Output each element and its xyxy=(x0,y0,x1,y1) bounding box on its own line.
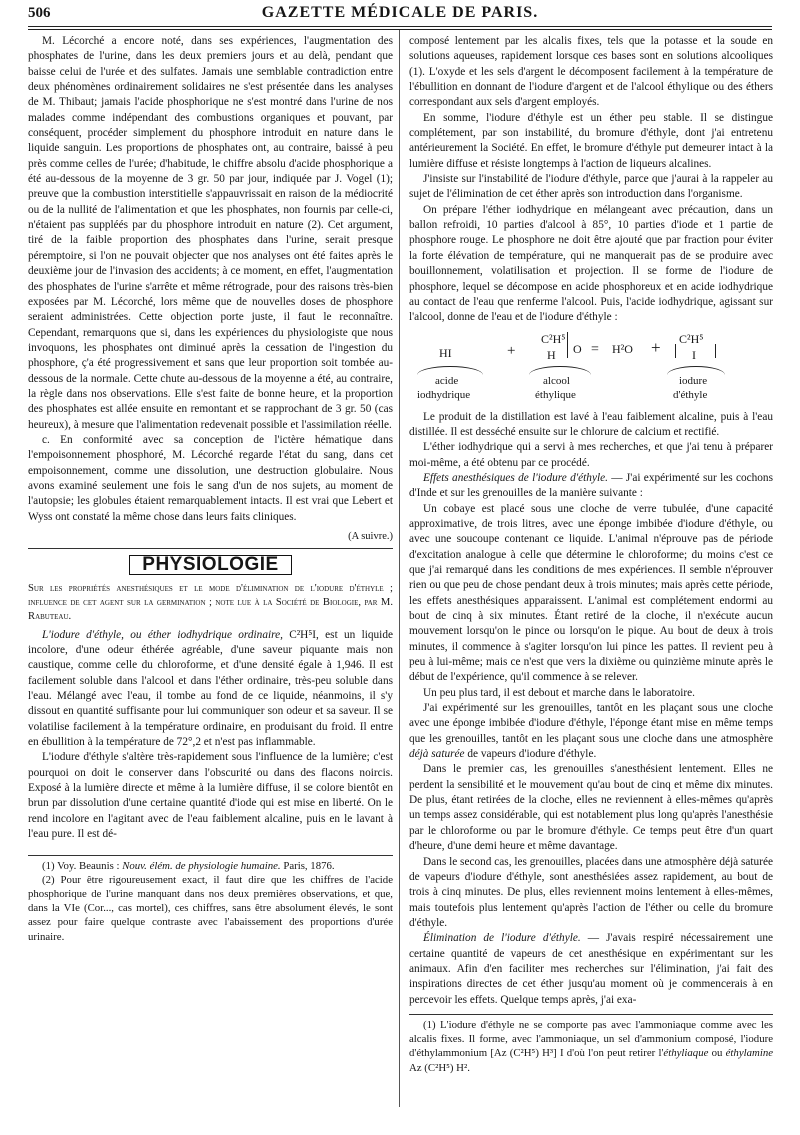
subheading: Élimination de l'iodure d'éthyle. xyxy=(423,932,581,945)
article-title: Sur les propriétés anesthésiques et le mode d'élimination de l'iodure d'éthyle ; influence de cet agent sur la germination ; note lue à la Société de Biologie, par M. Rabuteau. xyxy=(28,582,393,622)
eq-bracket xyxy=(715,344,716,358)
eq-label: alcool xyxy=(543,374,570,387)
page-number: 506 xyxy=(28,5,51,21)
eq-label: iodhydrique xyxy=(417,388,471,401)
footnote xyxy=(28,859,393,873)
lead-term: L'iodure d'éthyle, ou éther iodhydrique ordinaire, xyxy=(42,628,283,641)
paragraph xyxy=(409,471,773,502)
footnotes xyxy=(28,855,393,944)
paragraph xyxy=(409,701,773,762)
footnote-text: Az (C²H⁵) H². xyxy=(409,1061,470,1074)
paragraph-text: de vapeurs d'iodure d'éthyle. xyxy=(467,748,597,761)
footnotes xyxy=(409,1014,773,1075)
eq-i: I xyxy=(692,347,696,362)
paragraph: M. Lécorché a encore noté, dans ses expériences, l'augmentation des phosphates de l'urine, dans les deux premiers jours et au delà, pendant que baisse celui de l'urée et des sulfates. Jamais une semblable contradiction entre deux phénomènes ordinairement solidaires ne s'est présentée dans les analyses de M. Thibaut; jamais l'acide phosphorique ne s'est montré dans l'urine de nos malades comme indépendant des combustions organiques et pouvant, par conséquent, procéder simplement du phosphore introduit en nature dans le liquide sanguin. Les proportions de phosphates ont, au contraire, baissé à peu près comme celles de l'urée; d'habitude, le chiffre absolu d'acide phosphorique a été au-dessous de la moyenne de 3 gr. 50 par jour, indiquée par J. Vogel (1); preuve que la combustion interstitielle s'appauvrissait en raison de la médiocrité ou de la nullité de l'alimentation et que les phosphates, non fournis par celle-ci, n'étaient pas suppléés par du phosphore introduit en nature (2). Cet argument, tiré de la faible proportion des phosphates dans l'urine, serait presque péremptoire, si l'on ne pouvait objecter que nos analyses ont été faites après le deuxième jour de l'invasion des accidents; à ce moment, en effet, l'augmentation des phosphates de l'urine s'arrête et même rétrograde, pour des raisons très-bien exposées par M. Lécorché, lors même que de nouvelles doses de phosphore seraient administrées. Cette objection porte juste, il faut le reconnaître. Cependant, remarquons que si, dans les expériences du physiologiste que nous invoquons, les phosphates ont diminué après la cessation de l'ingestion du phosphore, ç'a été progressivement et sans que leur proportion soit tombée au-dessous de la normale. Cette chute au-dessous de la moyenne a été, au contraire, la règle dans nos observations. Elle s'est faite de bonne heure, et la proportion des phosphates est allée ensuite en remontant et se rapprochant de 3 gr. 50 (cas heureux), à mesure que l'alimentation redevenait possible et l'assimilation réelle. xyxy=(28,35,393,431)
running-title: GAZETTE MÉDICALE DE PARIS. xyxy=(261,4,539,21)
eq-label: d'éthyle xyxy=(673,388,708,401)
to-be-continued: (A suivre.) xyxy=(348,531,393,542)
paragraph-text: est un liquide incolore, d'une odeur éthérée agréable, d'une saveur piquante mais non caustique, comme celle du chloroforme, et d'une densité égale à 1,946. Il est facilement soluble dans l'alcool et dans l'éther ordinaire, très-peu soluble dans l'eau. Mélangé avec l'eau, il tombe au fond de ce liquide, néanmoins, il s'y dissout en quantité suffisante pour lui communiquer son odeur et sa saveur. Il se volatilise facilement à la température ordinaire, en produisant du froid. Il entre en ébullition à la température de 72°,2 et n'est pas inflammable. xyxy=(28,628,393,749)
emphasis: éthyliaque xyxy=(663,1047,709,1060)
paragraph: J'insiste sur l'instabilité de l'iodure d'éthyle, parce que j'aurai à la rappeler au sujet de l'élimination de cet éther après son introduction dans l'organisme. xyxy=(409,173,773,201)
paragraph-text: — J'ai expérimenté sur les cochons d'Inde et sur les grenouilles de la manière suivante : xyxy=(409,471,773,500)
paragraph: L'éther iodhydrique qui a servi à mes recherches, et que j'ai tenu à préparer moi-même, a été obtenu par ce procédé. xyxy=(409,441,773,469)
paragraph: Le produit de la distillation est lavé à l'eau faiblement alcaline, puis à l'eau distillée. Il est desséché ensuite sur le chlorure de calcium et rectifié. xyxy=(409,410,773,438)
subheading: Effets anesthésiques de l'iodure d'éthyle. xyxy=(423,471,608,484)
paragraph: On prépare l'éther iodhydrique en mélangeant avec précaution, dans un ballon refroidi, 10 parties d'alcool à 85°, 10 parties d'iode et 1 partie de phosphore rouge. Le phosphore ne doit être ajouté que par fraction pour éviter la forte élévation de température, qui ne manquerait pas de se produire avec bouillonnement, volatilisation et projection. Il se forme de l'iodure de phosphore, lequel se décompose en acide phosphoreux et en acide iodhydrique au contact de l'eau que renferme l'alcool. Puis, l'acide iodhydrique, agissant sur l'alcool, donne de l'eau et de l'iodure d'éthyle : xyxy=(409,203,773,324)
footnote-lead: (1) Voy. Beaunis : xyxy=(42,859,120,872)
eq-h2o: H²O xyxy=(612,341,633,356)
footnote-title: Nouv. élém. de physiologie humaine. xyxy=(122,859,281,872)
formula: C²H⁵I, xyxy=(289,628,319,641)
eq-c2h5: C²H⁵ xyxy=(679,331,704,346)
header-rule xyxy=(28,26,772,30)
section-header-wrap xyxy=(28,548,393,575)
footnote xyxy=(409,1018,773,1075)
eq-plus: + xyxy=(651,337,661,357)
eq-plus: + xyxy=(507,342,516,359)
emphasis: éthylamine xyxy=(725,1047,774,1060)
paragraph-text: — J'avais respiré nécessairement une certaine quantité de vapeurs de cet anesthésique en expérimentant sur les animaux. Afin d'en faciliter mes recherches sur l'élimination, j'ai fait des inspirations directes de cet éther jusqu'au moment où je commencerais à en percevoir les effets. Quelque temps après, j'ai exa- xyxy=(409,932,773,1006)
footnote-text: ou xyxy=(711,1047,723,1060)
eq-bracket xyxy=(567,332,568,358)
paragraph xyxy=(28,628,393,751)
paragraph: En somme, l'iodure d'éthyle est un éther peu stable. Il se distingue complétement, par son instabilité, du bromure d'éthyle, dont j'ai entretenu antérieurement la Société. En effet, le bromure d'éthyle put demeurer intact à la lumière diffuse et résiste longtemps à l'action de liqueurs alcalines. xyxy=(409,111,773,170)
right-column xyxy=(409,34,773,1075)
column-divider xyxy=(399,30,400,1107)
paragraph: Un cobaye est placé sous une cloche de verre tubulée, d'une capacité approximative, de trois litres, avec une éponge imbibée d'iodure d'éthyle, ou avec une soucoupe contenant ce liquide. L'animal n'éprouve pas de période d'excitation analogue à celle que détermine le chloroforme; du moins c'est ce que j'ai remarqué dans les conditions de mes expériences. Il semble n'éprouver rien ou que peu de chose pendant deux à trois minutes; mais après cette période, les effets anesthésiques apparaissent. L'animal est complétement endormi au bout de cinq à six minutes. Étant retiré de la cloche, il n'exécute aucun mouvement lorsqu'on le pince ou lorsqu'on le pique. Au bout de deux à trois minutes, il commence à s'agiter lorsqu'on lui pince les pattes. Il revient peu à peu à lui-même; mais ce n'est que vers la dixième ou quinzième minute après le début de l'expérience, qu'il commence à se relever. xyxy=(409,502,773,684)
eq-label: éthylique xyxy=(535,388,576,401)
eq-o: O xyxy=(573,341,582,356)
eq-label: iodure xyxy=(679,374,708,387)
footnote-text: (1) L'iodure d'éthyle ne se comporte pas avec l'ammoniaque comme avec les alcalis fixes. Il forme, avec l'ammoniaque, un sel d'ammonium composé, l'iodure d'éthylammonium [Az (C²H⁵) H³] I d'où l'on peut retirer l' xyxy=(409,1018,773,1060)
eq-bracket xyxy=(675,344,676,358)
footnote-rest: Paris, 1876. xyxy=(283,859,335,872)
emphasis: déjà saturée xyxy=(409,748,465,761)
paragraph: c. En conformité avec sa conception de l'ictère hématique dans l'empoisonnement phosphoré, M. Lécorché regarde l'état du sang, dans cet empoisonnement, comme une dissolution, une destruction globulaire. Nous avons examiné seulement une fois le sang d'un de nos sujets, au moment de l'autopsie; les globules étaient remarquablement intacts. Il est vrai que Lebert et Wyss ont constaté la même chose dans leurs faits cliniques. xyxy=(28,433,393,523)
section-title: PHYSIOLOGIE xyxy=(129,555,291,574)
paragraph: L'iodure d'éthyle s'altère très-rapidement sous l'influence de la lumière; c'est pourquoi on doit le conserver dans l'obscurité ou dans des flacons noircis. Exposé à la lumière directe et même à la lumière diffuse, il se colore bientôt en brun par dissolution d'une certaine quantité d'iode qui est mise en liberté. On le rend incolore en l'agitant avec de l'eau faiblement alcaline, puis en le lavant à l'eau pure. Il est dé- xyxy=(28,751,393,841)
left-column xyxy=(28,34,393,944)
eq-label: acide xyxy=(435,374,459,387)
eq-hi: HI xyxy=(439,345,452,360)
paragraph: Dans le premier cas, les grenouilles s'anesthésient lentement. Elles ne perdent la sensibilité et le mouvement qu'au bout de cinq et même dix minutes. De plus, étant retirées de la cloche, elles ne reviennent à elles-mêmes qu'après un temps assez considérable, qui est notablement plus long qu'après l'anesthésie par le chloroforme ou par le bromure d'éthyle. Ce temps peut être d'un quart d'heure, d'une demi heure et même davantage. xyxy=(409,763,773,853)
paragraph: Un peu plus tard, il est debout et marche dans le laboratoire. xyxy=(423,686,695,699)
paragraph: composé lentement par les alcalis fixes, tels que la potasse et la soude en solutions aqueuses, rapidement lorsque ces bases sont en solutions alcooliques (1). L'oxyde et les sels d'argent le décomposent facilement à la température de l'ébullition en donnant de l'iodure d'argent et de l'alcool éthylique ou des éthers correspondant aux sels d'argent employés. xyxy=(409,35,773,109)
paragraph-text: J'ai expérimenté sur les grenouilles, tantôt en les plaçant sous une cloche avec une éponge imbibée d'iodure d'éthyle, l'éponge étant mise en même temps que les grenouilles, tantôt en les plaçant sous une cloche dans une atmosphère xyxy=(409,702,773,745)
eq-h: H xyxy=(547,347,556,362)
eq-equals: = xyxy=(591,341,599,357)
footnote: (2) Pour être rigoureusement exact, il faut dire que les chiffres de l'acide phosphorique de l'urine manquant dans nos deux premières observations, et que, dans la VIe (Cor..., cas mortel), ces chiffres, sans être absolument élevés, le sont assez pour faire quelque contraste avec l'abaissement des proportions d'urée urinaire. xyxy=(28,873,393,943)
paragraph xyxy=(409,931,773,1008)
paragraph: Dans le second cas, les grenouilles, placées dans une atmosphère déjà saturée de vapeurs d'iodure d'éthyle, sont anesthésiées assez rapidement, au bout de trois à cinq minutes. De plus, elles reviennent moins lentement à elles-mêmes, mais toutefois plus lentement qu'après l'action de l'éther ou celle du bromure d'éthyle. xyxy=(409,855,773,929)
chemical-equation xyxy=(409,330,773,408)
eq-c2h5: C²H⁵ xyxy=(541,331,566,346)
